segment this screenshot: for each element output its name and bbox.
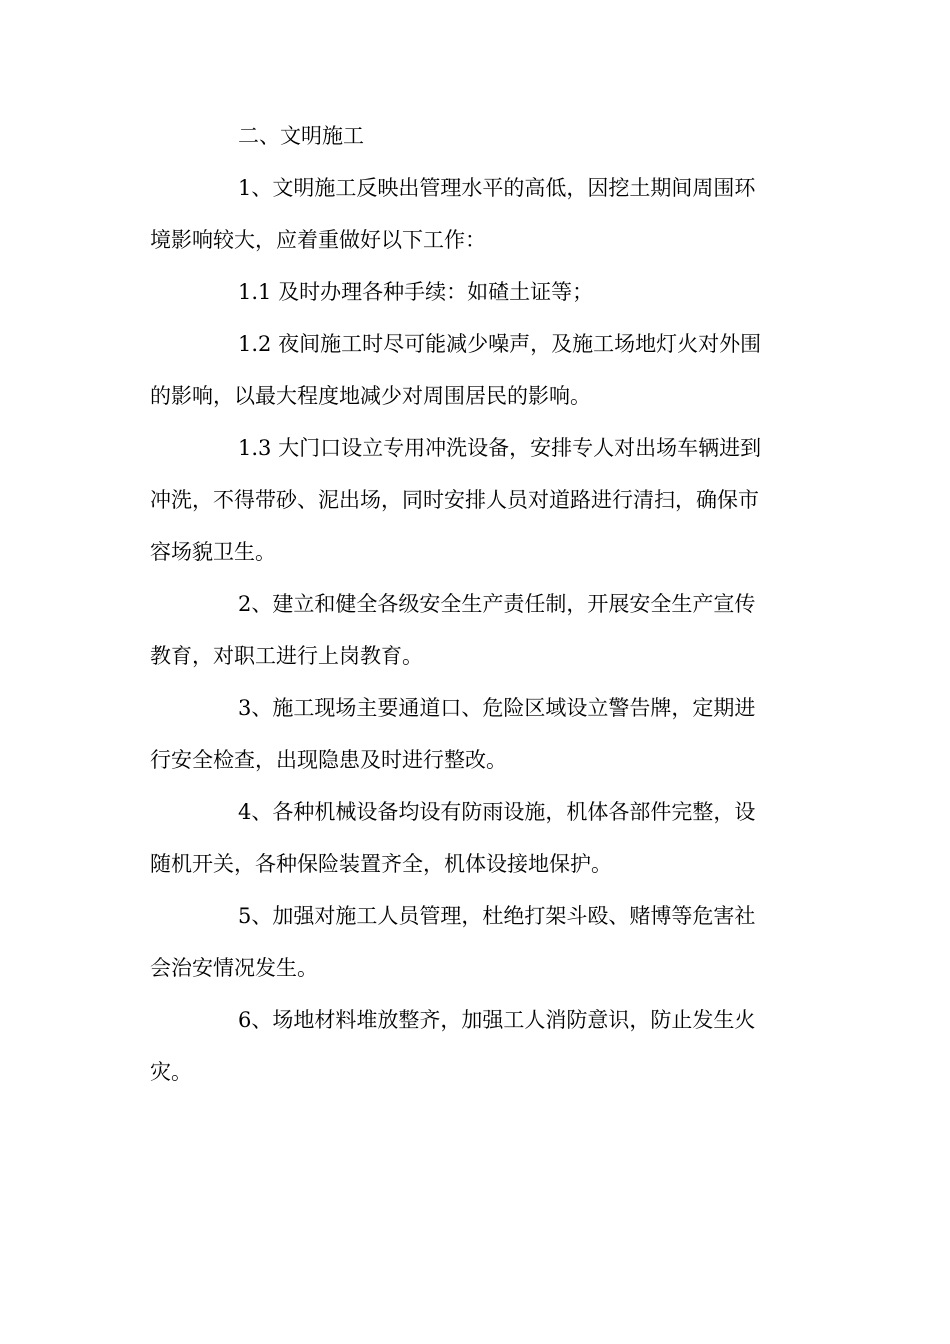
paragraph-2 [150,578,800,682]
paragraph-line: 冲洗，不得带砂、泥出场，同时安排人员对道路进行清扫，确保市 [150,488,759,512]
paragraph-line: 1、文明施工反映出管理水平的高低，因挖土期间周围环 [238,176,756,200]
paragraph-4 [150,786,800,890]
paragraph-line: 1.2 夜间施工时尽可能减少噪声，及施工场地灯火对外围 [238,332,762,356]
paragraph-1 [150,162,800,266]
paragraph-line: 的影响，以最大程度地减少对周围居民的影响。 [150,384,591,408]
paragraph-line: 灾。 [150,1060,192,1084]
paragraph-6 [150,994,800,1098]
paragraph-line: 容场貌卫生。 [150,540,276,564]
paragraph-line: 4、各种机械设备均设有防雨设施，机体各部件完整，设 [238,800,756,824]
paragraph-line: 5、加强对施工人员管理，杜绝打架斗殴、赌博等危害社 [238,904,756,928]
paragraph-3 [150,682,800,786]
paragraph-line: 6、场地材料堆放整齐，加强工人消防意识，防止发生火 [238,1008,756,1032]
paragraph-1-2 [150,318,800,422]
document-body [150,110,800,1098]
paragraph-line: 教育，对职工进行上岗教育。 [150,644,423,668]
paragraph-5 [150,890,800,994]
paragraph-1-3 [150,422,800,578]
paragraph-line: 境影响较大，应着重做好以下工作： [150,228,486,252]
paragraph-line: 3、施工现场主要通道口、危险区域设立警告牌，定期进 [238,696,756,720]
heading-text: 二、文明施工 [238,124,364,148]
paragraph-line: 会治安情况发生。 [150,956,318,980]
paragraph-line: 2、建立和健全各级安全生产责任制，开展安全生产宣传 [238,592,756,616]
paragraph-line: 行安全检查，出现隐患及时进行整改。 [150,748,507,772]
section-heading [150,110,800,162]
paragraph-1-1 [150,266,800,318]
paragraph-line: 1.1 及时办理各种手续：如碴土证等； [238,280,594,304]
paragraph-line: 1.3 大门口设立专用冲洗设备，安排专人对出场车辆进到 [238,436,762,460]
paragraph-line: 随机开关，各种保险装置齐全，机体设接地保护。 [150,852,612,876]
